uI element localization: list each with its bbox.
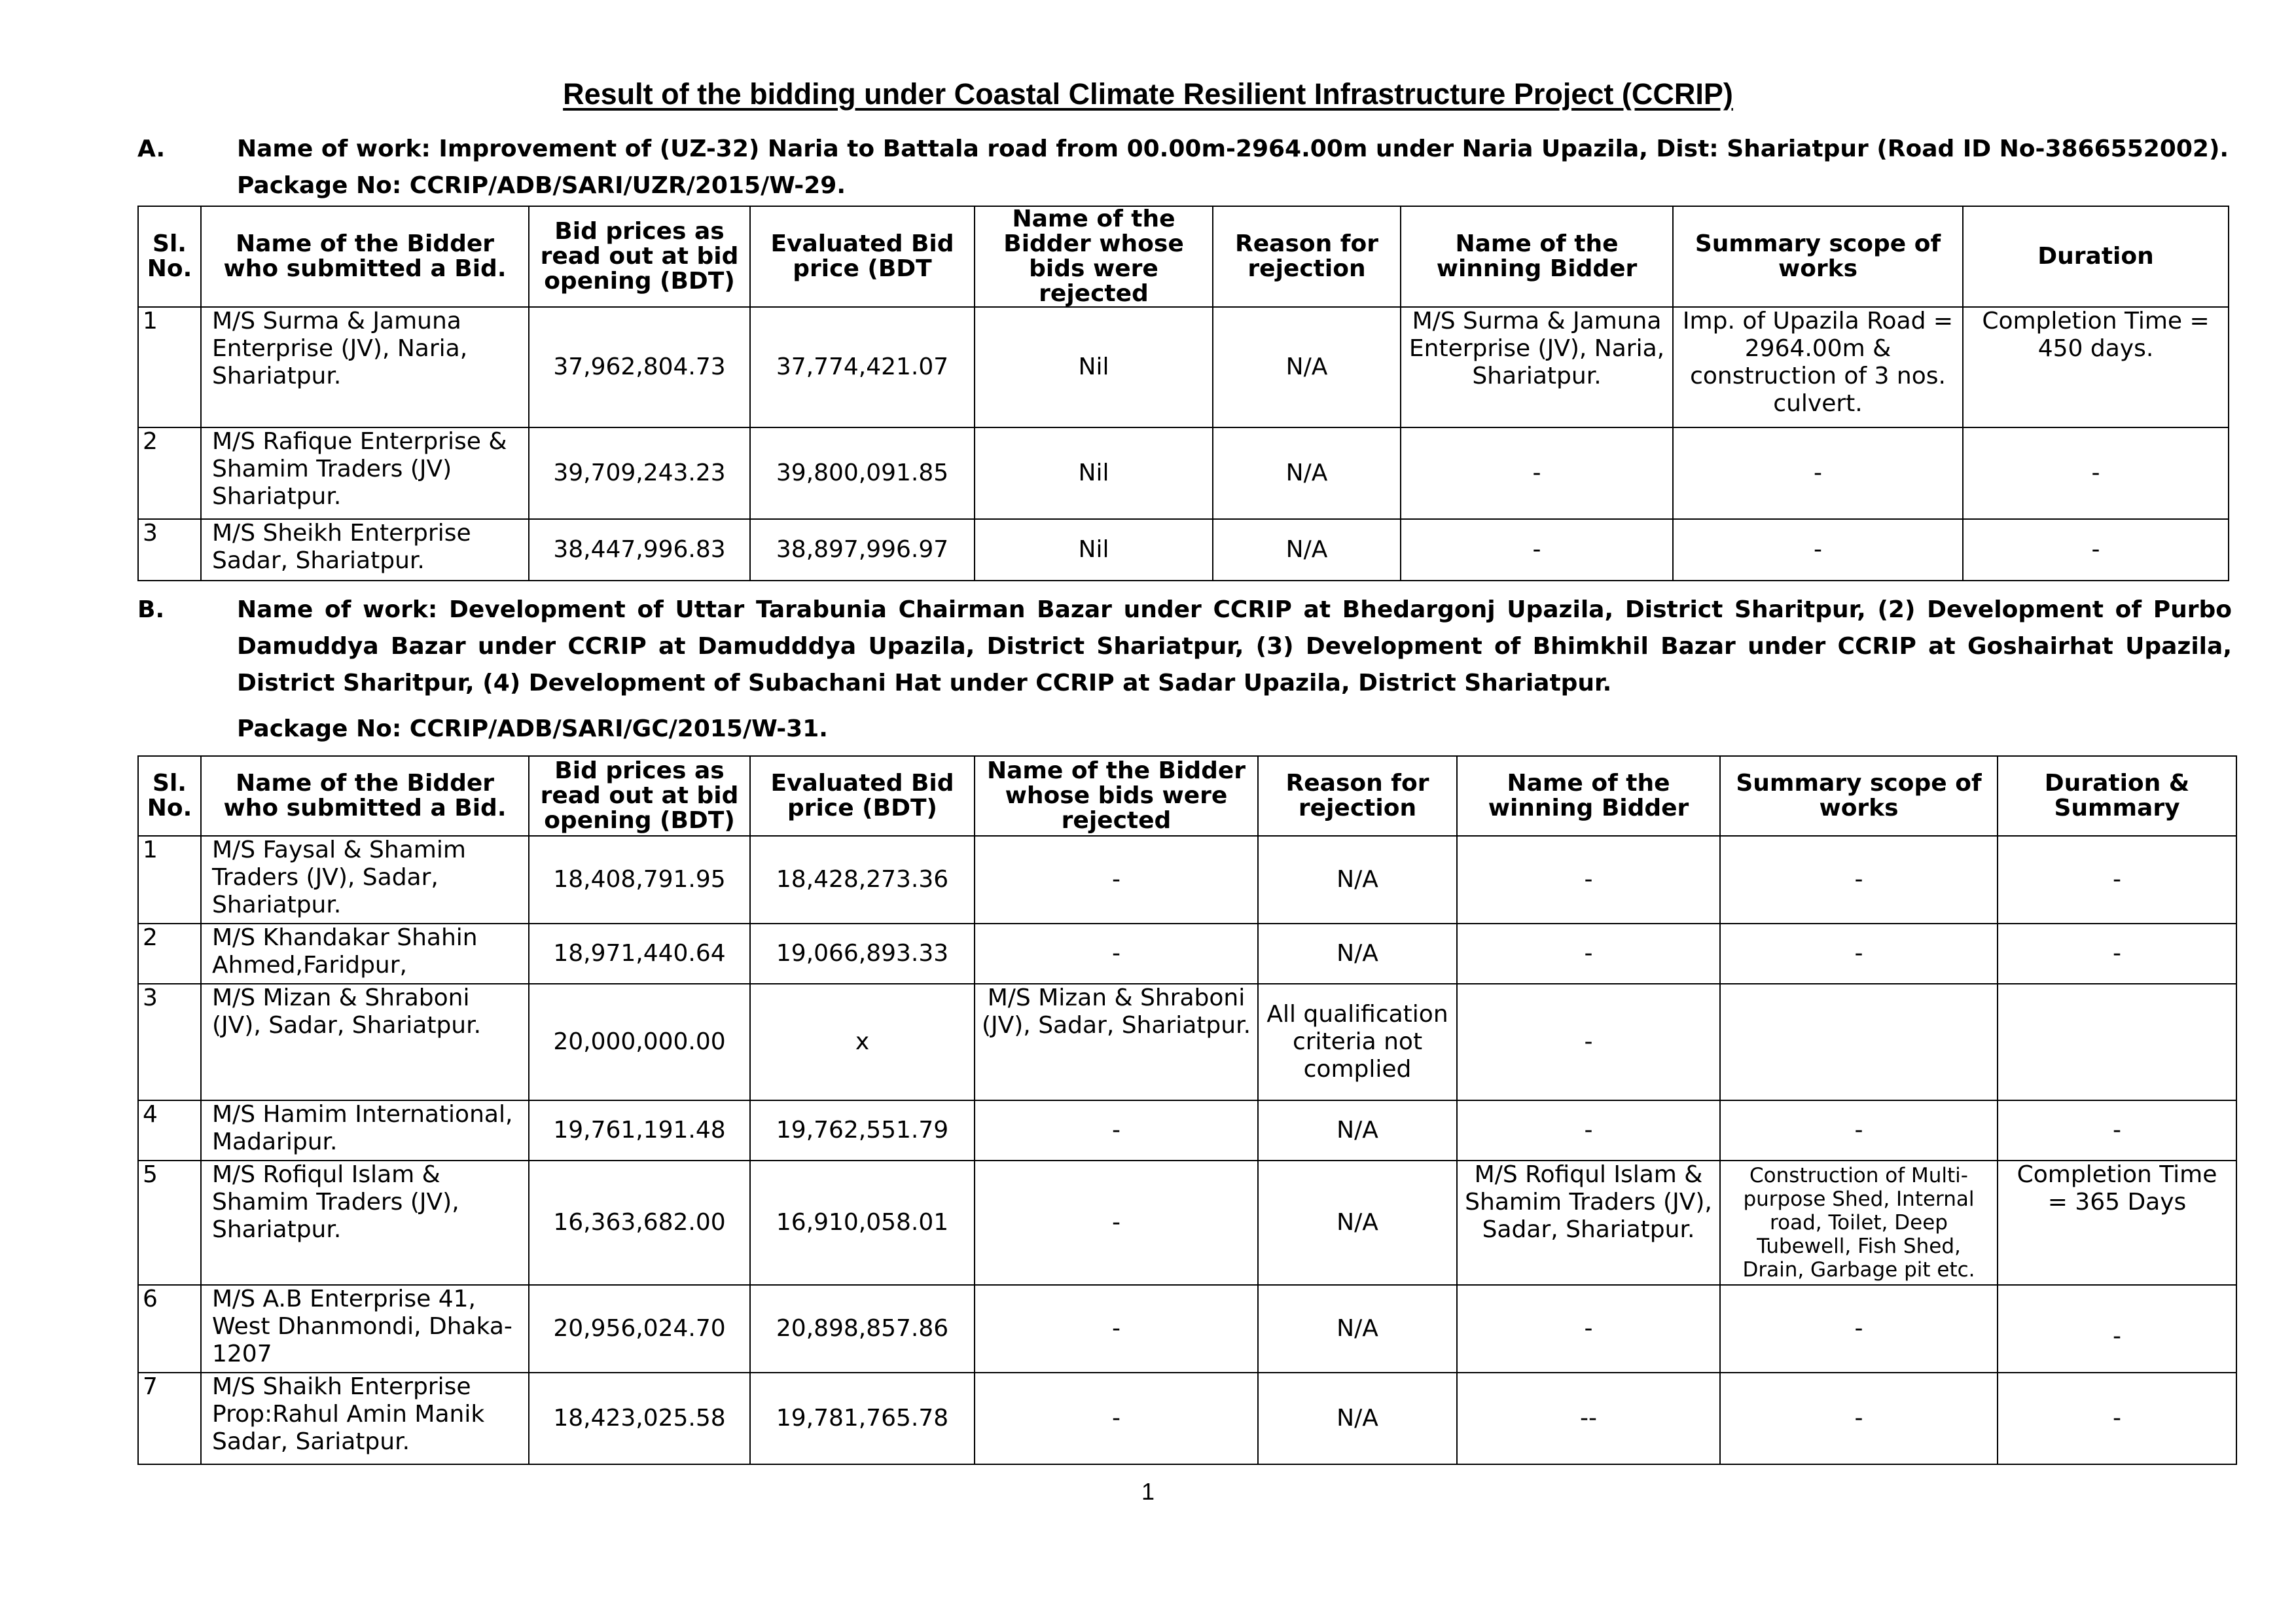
duration-cell <box>1998 984 2236 1100</box>
header-duration: Duration & Summary <box>1998 756 2236 836</box>
sl-cell: 1 <box>138 307 201 427</box>
duration-cell: - <box>1998 1373 2236 1464</box>
header-bid-price: Bid prices as read out at bid opening (BDT) <box>529 206 750 307</box>
sl-cell: 7 <box>138 1373 201 1464</box>
bidder-cell: M/S Rofiqul Islam & Shamim Traders (JV), Shariatpur. <box>201 1161 529 1285</box>
sl-cell: 2 <box>138 924 201 984</box>
eval-price-cell: 39,800,091.85 <box>750 427 975 519</box>
reason-cell: N/A <box>1258 1161 1457 1285</box>
table-row <box>138 1100 2236 1161</box>
reason-cell: N/A <box>1258 1285 1457 1373</box>
reason-cell: N/A <box>1258 1373 1457 1464</box>
winner-cell: M/S Surma & Jamuna Enterprise (JV), Naria, Shariatpur. <box>1401 307 1673 427</box>
reason-cell: N/A <box>1213 427 1401 519</box>
scope-cell: Construction of Multi-purpose Shed, Internal road, Toilet, Deep Tubewell, Fish Shed, Drain, Garbage pit etc. <box>1720 1161 1998 1285</box>
sl-cell: 4 <box>138 1100 201 1161</box>
scope-cell: - <box>1673 519 1963 581</box>
eval-price-cell: 37,774,421.07 <box>750 307 975 427</box>
winner-cell: - <box>1457 924 1720 984</box>
bid-table-b <box>137 755 2237 1465</box>
eval-price-cell: 38,897,996.97 <box>750 519 975 581</box>
winner-cell: - <box>1401 519 1673 581</box>
rejected-cell: - <box>975 1161 1258 1285</box>
bid-price-cell: 37,962,804.73 <box>529 307 750 427</box>
sl-cell: 6 <box>138 1285 201 1373</box>
winner-cell: - <box>1457 836 1720 924</box>
scope-cell: - <box>1720 1373 1998 1464</box>
bidder-cell: M/S Surma & Jamuna Enterprise (JV), Naria, Shariatpur. <box>201 307 529 427</box>
header-bidder: Name of the Bidder who submitted a Bid. <box>201 206 529 307</box>
scope-cell: - <box>1720 1100 1998 1161</box>
bidder-cell: M/S Sheikh Enterprise Sadar, Shariatpur. <box>201 519 529 581</box>
bidder-cell: M/S Shaikh Enterprise Prop:Rahul Amin Manik Sadar, Sariatpur. <box>201 1373 529 1464</box>
duration-cell: - <box>1998 924 2236 984</box>
winner-cell: -- <box>1457 1373 1720 1464</box>
page-title: Result of the bidding under Coastal Climate Resilient Infrastructure Project (CCRIP) <box>563 77 1733 111</box>
bid-price-cell: 18,423,025.58 <box>529 1373 750 1464</box>
header-scope: Summary scope of works <box>1673 206 1963 307</box>
table-row <box>138 1373 2236 1464</box>
sl-cell: 5 <box>138 1161 201 1285</box>
section-b-letter: B. <box>137 596 165 623</box>
header-winner: Name of the winning Bidder <box>1401 206 1673 307</box>
winner-cell: M/S Rofiqul Islam & Shamim Traders (JV), Sadar, Shariatpur. <box>1457 1161 1720 1285</box>
eval-price-cell: 16,910,058.01 <box>750 1161 975 1285</box>
reason-cell: N/A <box>1213 307 1401 427</box>
eval-price-cell: 20,898,857.86 <box>750 1285 975 1373</box>
eval-price-cell: 19,781,765.78 <box>750 1373 975 1464</box>
table-b-header-row <box>138 756 2236 836</box>
bidder-cell: M/S Rafique Enterprise & Shamim Traders (JV) Shariatpur. <box>201 427 529 519</box>
table-row <box>138 1161 2236 1285</box>
bid-price-cell: 19,761,191.48 <box>529 1100 750 1161</box>
rejected-cell: - <box>975 1373 1258 1464</box>
section-b-work: Name of work: Development of Uttar Tarabunia Chairman Bazar under CCRIP at Bhedargonj Upazila, District Sharitpur, (2) Development of Purbo Damuddya Bazar under CCRIP at Damudddya Upazila, District Shariatpur, (3) Development of Bhimkhil Bazar under CCRIP at Goshairhat Upazila, District Sharitpur, (4) Development of Subachani Hat under CCRIP at Sadar Upazila, District Shariatpur. <box>237 596 2232 696</box>
reason-cell: All qualification criteria not complied <box>1258 984 1457 1100</box>
table-row <box>138 924 2236 984</box>
section-a-letter: A. <box>137 135 166 162</box>
header-bid-price: Bid prices as read out at bid opening (BDT) <box>529 756 750 836</box>
scope-cell: Imp. of Upazila Road = 2964.00m & construction of 3 nos. culvert. <box>1673 307 1963 427</box>
bid-price-cell: 39,709,243.23 <box>529 427 750 519</box>
bid-price-cell: 18,971,440.64 <box>529 924 750 984</box>
bid-price-cell: 20,956,024.70 <box>529 1285 750 1373</box>
rejected-cell: M/S Mizan & Shraboni (JV), Sadar, Shariatpur. <box>975 984 1258 1100</box>
duration-cell: - <box>1963 427 2229 519</box>
scope-cell: - <box>1720 1285 1998 1373</box>
rejected-cell: - <box>975 1285 1258 1373</box>
table-row <box>138 307 2229 427</box>
header-eval-price: Evaluated Bid price (BDT) <box>750 756 975 836</box>
scope-cell: - <box>1720 836 1998 924</box>
header-duration: Duration <box>1963 206 2229 307</box>
header-sl: Sl. No. <box>138 756 201 836</box>
bidder-cell: M/S Hamim International, Madaripur. <box>201 1100 529 1161</box>
duration-cell: Completion Time = 365 Days <box>1998 1161 2236 1285</box>
header-winner: Name of the winning Bidder <box>1457 756 1720 836</box>
header-eval-price: Evaluated Bid price (BDT <box>750 206 975 307</box>
eval-price-cell: 19,762,551.79 <box>750 1100 975 1161</box>
header-sl: Sl. No. <box>138 206 201 307</box>
table-row <box>138 836 2236 924</box>
bidder-cell: M/S A.B Enterprise 41, West Dhanmondi, Dhaka-1207 <box>201 1285 529 1373</box>
scope-cell: - <box>1673 427 1963 519</box>
section-a-package: Package No: CCRIP/ADB/SARI/UZR/2015/W-29. <box>237 172 846 199</box>
rejected-cell: - <box>975 1100 1258 1161</box>
rejected-cell: Nil <box>975 307 1213 427</box>
eval-price-cell: 19,066,893.33 <box>750 924 975 984</box>
sl-cell: 3 <box>138 519 201 581</box>
bid-table-a <box>137 206 2229 581</box>
section-a-work: Name of work: Improvement of (UZ-32) Naria to Battala road from 00.00m-2964.00m under Naria Upazila, Dist: Shariatpur (Road ID No-3866552002). <box>237 135 2229 162</box>
bid-price-cell: 20,000,000.00 <box>529 984 750 1100</box>
scope-cell: - <box>1720 924 1998 984</box>
winner-cell: - <box>1457 1100 1720 1161</box>
rejected-cell: - <box>975 924 1258 984</box>
duration-cell: - <box>1998 836 2236 924</box>
bidder-cell: M/S Khandakar Shahin Ahmed,Faridpur, <box>201 924 529 984</box>
header-rejected: Name of the Bidder whose bids were rejected <box>975 206 1213 307</box>
duration-cell: Completion Time = 450 days. <box>1963 307 2229 427</box>
sl-cell: 2 <box>138 427 201 519</box>
page-number: 1 <box>1141 1478 1155 1505</box>
duration-cell: - <box>1998 1100 2236 1161</box>
table-row <box>138 427 2229 519</box>
table-row <box>138 519 2229 581</box>
eval-price-cell: x <box>750 984 975 1100</box>
reason-cell: N/A <box>1258 924 1457 984</box>
header-reason: Reason for rejection <box>1213 206 1401 307</box>
header-rejected: Name of the Bidder whose bids were rejected <box>975 756 1258 836</box>
duration-cell: - <box>1963 519 2229 581</box>
bid-price-cell: 18,408,791.95 <box>529 836 750 924</box>
reason-cell: N/A <box>1213 519 1401 581</box>
table-row <box>138 984 2236 1100</box>
duration-cell: - <box>1998 1285 2236 1373</box>
sl-cell: 1 <box>138 836 201 924</box>
bidder-cell: M/S Mizan & Shraboni (JV), Sadar, Shariatpur. <box>201 984 529 1100</box>
header-scope: Summary scope of works <box>1720 756 1998 836</box>
bid-price-cell: 16,363,682.00 <box>529 1161 750 1285</box>
bid-price-cell: 38,447,996.83 <box>529 519 750 581</box>
eval-price-cell: 18,428,273.36 <box>750 836 975 924</box>
rejected-cell: - <box>975 836 1258 924</box>
bidder-cell: M/S Faysal & Shamim Traders (JV), Sadar, Shariatpur. <box>201 836 529 924</box>
sl-cell: 3 <box>138 984 201 1100</box>
winner-cell: - <box>1401 427 1673 519</box>
scope-cell <box>1720 984 1998 1100</box>
table-a-header-row <box>138 206 2229 307</box>
reason-cell: N/A <box>1258 1100 1457 1161</box>
rejected-cell: Nil <box>975 519 1213 581</box>
header-reason: Reason for rejection <box>1258 756 1457 836</box>
winner-cell: - <box>1457 1285 1720 1373</box>
winner-cell: - <box>1457 984 1720 1100</box>
table-row <box>138 1285 2236 1373</box>
section-b-package: Package No: CCRIP/ADB/SARI/GC/2015/W-31. <box>237 715 828 742</box>
header-bidder: Name of the Bidder who submitted a Bid. <box>201 756 529 836</box>
rejected-cell: Nil <box>975 427 1213 519</box>
reason-cell: N/A <box>1258 836 1457 924</box>
